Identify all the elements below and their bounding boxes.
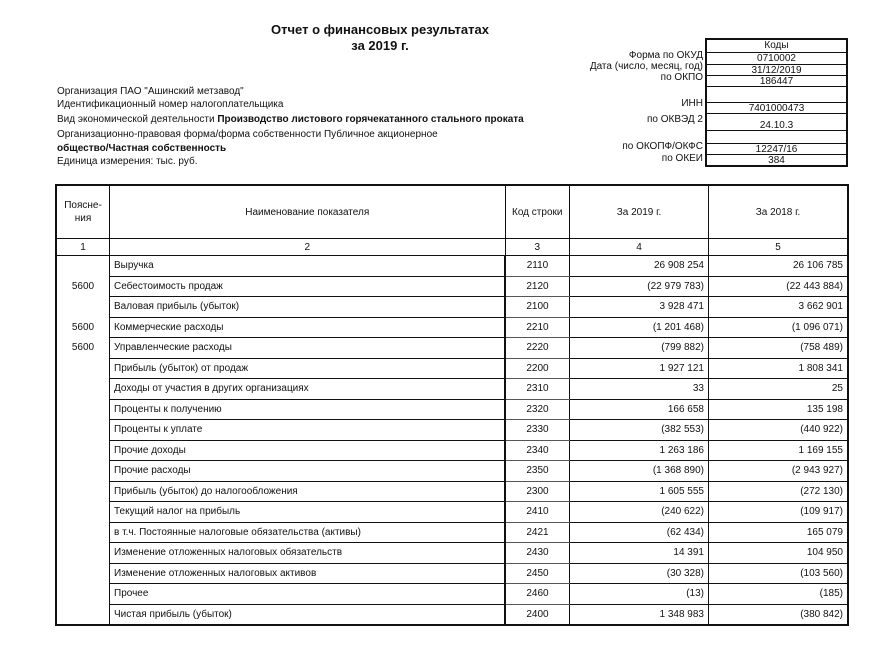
row-value-2018: 165 079 (709, 522, 849, 543)
date-label: Дата (число, месяц, год) (589, 61, 703, 72)
row-note: 5600 (56, 276, 110, 297)
row-value-2019: (240 622) (570, 502, 709, 523)
okei-code: 384 (706, 155, 847, 167)
row-value-2019: 3 928 471 (570, 297, 709, 318)
row-note (56, 584, 110, 605)
row-value-2019: 26 908 254 (570, 256, 709, 277)
row-code: 2300 (505, 481, 570, 502)
row-name: Изменение отложенных налоговых активов (110, 563, 506, 584)
row-code: 2320 (505, 399, 570, 420)
row-note (56, 563, 110, 584)
row-name: Прочие доходы (110, 440, 506, 461)
table-row (56, 256, 848, 277)
row-note (56, 440, 110, 461)
row-code: 2330 (505, 420, 570, 441)
row-value-2018: (272 130) (709, 481, 849, 502)
row-name: в т.ч. Постоянные налоговые обязательства (активы) (110, 522, 506, 543)
financial-results-table (55, 184, 849, 626)
row-code: 2340 (505, 440, 570, 461)
row-value-2018: 3 662 901 (709, 297, 849, 318)
table-row (56, 338, 848, 359)
header-code: Код строки (505, 185, 570, 239)
row-note (56, 481, 110, 502)
activity-value: Производство листового горячекатанного стального проката (217, 114, 524, 125)
row-note (56, 379, 110, 400)
header-notes: Поясне-ния (56, 185, 110, 239)
activity-prefix: Вид экономической деятельности (57, 114, 218, 125)
row-note (56, 399, 110, 420)
row-value-2019: 1 605 555 (570, 481, 709, 502)
row-value-2018: (22 443 884) (709, 276, 849, 297)
okud-code: 0710002 (706, 53, 847, 65)
legal-form-line2: общество/Частная собственность (57, 143, 227, 154)
col-number-5: 5 (709, 239, 849, 256)
row-name: Проценты к уплате (110, 420, 506, 441)
report-title-line2: за 2019 г. (351, 38, 409, 53)
row-code: 2400 (505, 604, 570, 625)
table-row (56, 399, 848, 420)
row-value-2019: (62 434) (570, 522, 709, 543)
row-value-2019: (13) (570, 584, 709, 605)
col-number-3: 3 (505, 239, 570, 256)
row-note (56, 256, 110, 277)
activity-label (57, 114, 524, 126)
okopf-label: по ОКОПФ/ОКФС (622, 141, 703, 152)
row-name: Себестоимость продаж (110, 276, 506, 297)
table-row (56, 379, 848, 400)
table-row (56, 461, 848, 482)
table-row (56, 358, 848, 379)
row-code: 2450 (505, 563, 570, 584)
report-title (250, 22, 510, 54)
table-header-row (56, 185, 848, 239)
row-code: 2200 (505, 358, 570, 379)
row-value-2019: (1 201 468) (570, 317, 709, 338)
row-value-2019: 1 263 186 (570, 440, 709, 461)
row-code: 2460 (505, 584, 570, 605)
row-value-2018: (2 943 927) (709, 461, 849, 482)
okpo-code: 186447 (706, 76, 847, 87)
row-note (56, 358, 110, 379)
header-2018: За 2018 г. (709, 185, 849, 239)
row-code: 2100 (505, 297, 570, 318)
row-value-2018: (109 917) (709, 502, 849, 523)
row-note (56, 543, 110, 564)
unit-label: Единица измерения: тыс. руб. (57, 156, 198, 167)
inn-label: Идентификационный номер налогоплательщика (57, 99, 284, 110)
table-row (56, 297, 848, 318)
col-number-1: 1 (56, 239, 110, 256)
header-indicator: Наименование показателя (110, 185, 506, 239)
row-value-2019: (22 979 783) (570, 276, 709, 297)
row-name: Валовая прибыль (убыток) (110, 297, 506, 318)
table-row (56, 543, 848, 564)
row-name: Прибыль (убыток) до налогообложения (110, 481, 506, 502)
table-row (56, 276, 848, 297)
row-value-2018: (1 096 071) (709, 317, 849, 338)
row-note (56, 522, 110, 543)
inn-code-label: ИНН (681, 98, 703, 109)
header-2019: За 2019 г. (570, 185, 709, 239)
row-value-2019: (30 328) (570, 563, 709, 584)
row-name: Изменение отложенных налоговых обязательств (110, 543, 506, 564)
table-row (56, 317, 848, 338)
col-number-4: 4 (570, 239, 709, 256)
table-row (56, 502, 848, 523)
row-name: Коммерческие расходы (110, 317, 506, 338)
table-row (56, 584, 848, 605)
legal-form-line1: Организационно-правовая форма/форма собственности Публичное акционерное (57, 129, 438, 140)
organization-label: Организация ПАО "Ашинский метзавод" (57, 86, 244, 97)
empty-code (706, 87, 847, 103)
row-name: Проценты к получению (110, 399, 506, 420)
okved-code: 24.10.3 (706, 114, 847, 131)
okpo-label: по ОКПО (660, 72, 703, 83)
codes-header: Коды (706, 39, 847, 53)
row-code: 2430 (505, 543, 570, 564)
row-code: 2120 (505, 276, 570, 297)
row-value-2018: 104 950 (709, 543, 849, 564)
table-row (56, 563, 848, 584)
okud-label: Форма по ОКУД (628, 50, 703, 61)
row-value-2018: 26 106 785 (709, 256, 849, 277)
row-value-2019: 166 658 (570, 399, 709, 420)
empty-code-2 (706, 131, 847, 144)
row-value-2018: (440 922) (709, 420, 849, 441)
row-value-2018: (758 489) (709, 338, 849, 359)
row-code: 2310 (505, 379, 570, 400)
row-name: Чистая прибыль (убыток) (110, 604, 506, 625)
row-code: 2410 (505, 502, 570, 523)
row-value-2018: (380 842) (709, 604, 849, 625)
row-value-2018: 135 198 (709, 399, 849, 420)
col-number-2: 2 (110, 239, 506, 256)
row-value-2019: 1 927 121 (570, 358, 709, 379)
row-name: Прибыль (убыток) от продаж (110, 358, 506, 379)
row-name: Выручка (110, 256, 506, 277)
row-code: 2210 (505, 317, 570, 338)
table-row (56, 604, 848, 625)
table-row (56, 440, 848, 461)
row-value-2018: 1 169 155 (709, 440, 849, 461)
row-value-2018: (103 560) (709, 563, 849, 584)
row-value-2019: 1 348 983 (570, 604, 709, 625)
row-note (56, 297, 110, 318)
row-name: Текущий налог на прибыль (110, 502, 506, 523)
row-value-2019: (382 553) (570, 420, 709, 441)
codes-table (705, 38, 848, 167)
row-note (56, 420, 110, 441)
column-numbers-row (56, 239, 848, 256)
okved-label: по ОКВЭД 2 (647, 114, 703, 125)
row-value-2018: 25 (709, 379, 849, 400)
row-value-2019: 14 391 (570, 543, 709, 564)
row-value-2018: 1 808 341 (709, 358, 849, 379)
row-note (56, 502, 110, 523)
row-note (56, 461, 110, 482)
table-row (56, 420, 848, 441)
okei-label: по ОКЕИ (661, 153, 703, 164)
row-value-2019: 33 (570, 379, 709, 400)
row-note (56, 604, 110, 625)
okopf-code: 12247/16 (706, 144, 847, 155)
row-name: Прочие расходы (110, 461, 506, 482)
report-title-line1: Отчет о финансовых результатах (271, 22, 489, 37)
row-value-2018: (185) (709, 584, 849, 605)
date-code: 31/12/2019 (706, 65, 847, 76)
row-code: 2421 (505, 522, 570, 543)
table-row (56, 522, 848, 543)
row-code: 2110 (505, 256, 570, 277)
inn-code: 7401000473 (706, 103, 847, 114)
row-note: 5600 (56, 317, 110, 338)
row-value-2019: (1 368 890) (570, 461, 709, 482)
row-note: 5600 (56, 338, 110, 359)
table-row (56, 481, 848, 502)
row-value-2019: (799 882) (570, 338, 709, 359)
row-code: 2220 (505, 338, 570, 359)
row-code: 2350 (505, 461, 570, 482)
row-name: Доходы от участия в других организациях (110, 379, 506, 400)
row-name: Прочее (110, 584, 506, 605)
row-name: Управленческие расходы (110, 338, 506, 359)
